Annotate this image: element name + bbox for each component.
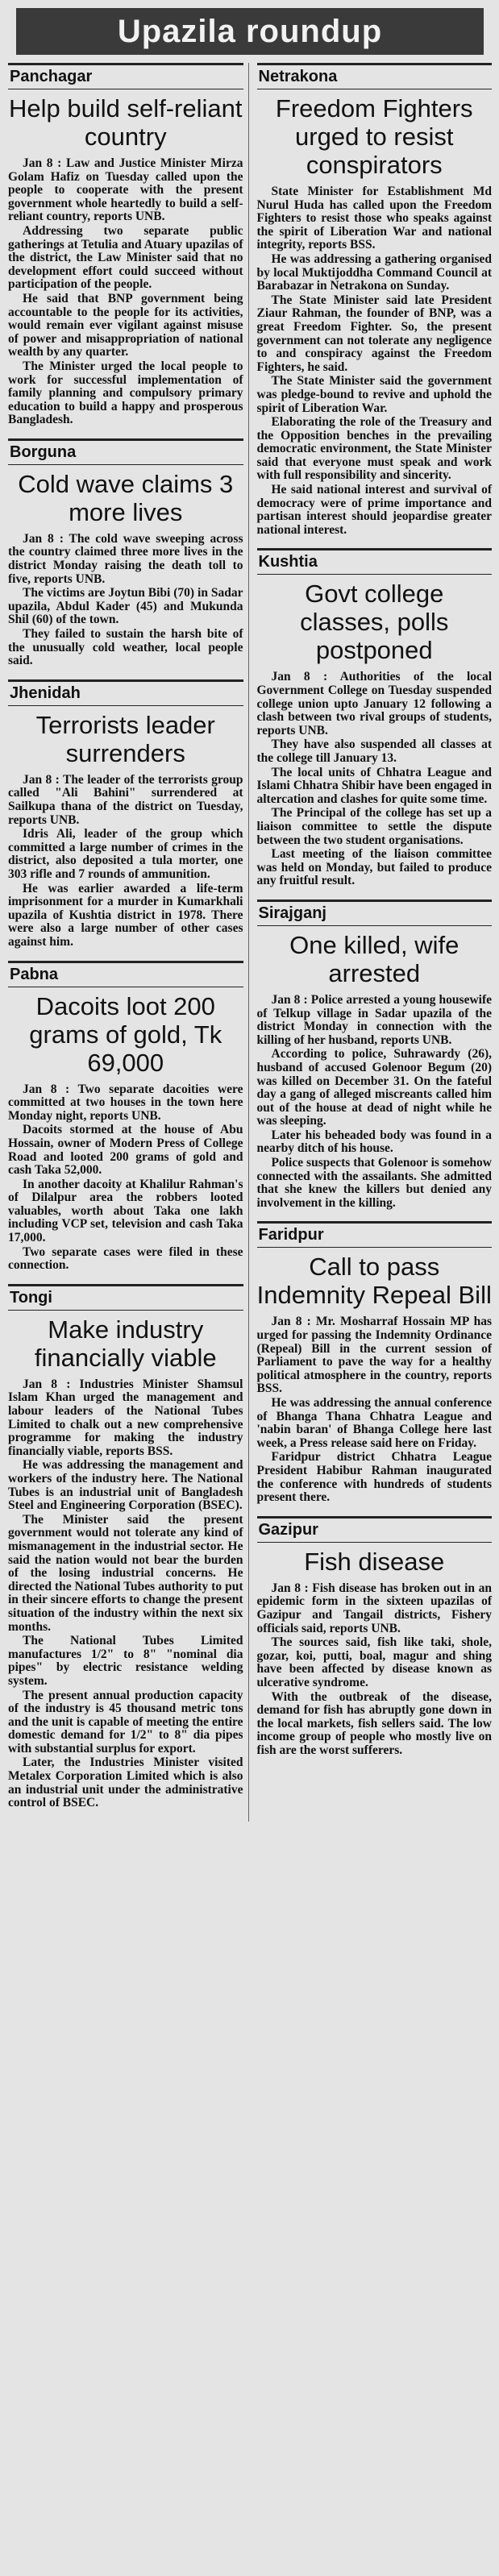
story-paragraph: The National Tubes Limited manufactures 1/2" to 8" "nominal dia pipes" by electric resistance welding system. <box>8 1634 243 1688</box>
story-paragraph: Addressing two separate public gatherings at Tetulia and Atuary upazilas of the district, the Law Minister said that no development effort could succeed without participation of the people. <box>8 223 243 292</box>
story-paragraph: He was addressing a gathering organised by local Muktijoddha Command Council at Barabazar in Netrakona on Sunday. <box>256 251 492 293</box>
story-paragraph: The Minister urged the local people to work for successful implementation of family planning and compulsory primary education to build a happy and prosperous Bangladesh. <box>8 359 243 427</box>
story-paragraph: In another dacoity at Khalilur Rahman's of Dilalpur area the robbers looted valuables, worth about Taka one lakh including VCP set, television and cash Taka 17,000. <box>8 1177 243 1245</box>
story-paragraph: Jan 8 : Law and Justice Minister Mirza Golam Hafiz on Tuesday called upon the people to cooperate with the present government whole heartedly to build a self-reliant country, reports UNB. <box>8 156 243 224</box>
story-headline: Help build self-reliant country <box>9 94 243 151</box>
story-paragraph: Later his beheaded body was found in a nearby ditch of his house. <box>256 1128 492 1156</box>
story-paragraph: Jan 8 : The leader of the terrorists group called "Ali Bahini" surrendered at Sailkupa thana of the district on Tuesday, reports UNB. <box>8 772 243 827</box>
news-story <box>8 1284 243 1810</box>
story-paragraph: Jan 8 : Police arrested a young housewife of Telkup village in Sadar upazila of the district Monday in connection with the killing of her husband, reports UNB. <box>256 992 492 1047</box>
story-paragraph: The present annual production capacity of the industry is 45 thousand metric tons and the unit is capable of meeting the entire domestic demand for 1/2" to 8" dia pipes with substantial surplus for export. <box>8 1688 243 1755</box>
story-paragraph: The victims are Joytun Bibi (70) in Sadar upazila, Abdul Kader (45) and Mukunda Shil (60) of the town. <box>8 586 243 627</box>
story-paragraph: Jan 8 : Mr. Mosharraf Hossain MP has urged for passing the Indemnity Ordinance (Repeal) Bill in the current session of Parliament to pave the way for a healthy political atmosphere in the country, reports BSS. <box>256 1315 492 1396</box>
story-paragraph: Two separate cases were filed in these connection. <box>8 1244 243 1273</box>
story-paragraph: He was addressing the management and workers of the industry here. The National Tubes is an industrial unit of Bangladesh Steel and Engineering Corporation (BSEC). <box>8 1458 243 1513</box>
story-paragraph: The Principal of the college has set up a liaison committee to settle the dispute between the two student organisations. <box>256 806 492 847</box>
story-paragraph: The sources said, fish like taki, shole, gozar, koi, putti, boal, magur and shing have been affected by disease known as ulcerative syndrome. <box>256 1635 492 1689</box>
story-dateline: Gazipur <box>257 1516 493 1543</box>
story-paragraph: Jan 8 : Fish disease has broken out in an epidemic form in the sixteen upazilas of Gazipur and Tangail districts, Fishery officials said, reports UNB. <box>256 1581 492 1635</box>
story-paragraph: Dacoits stormed at the house of Abu Hossain, owner of Modern Press of College Road and looted 200 grams of gold and cash Taka 52,000. <box>8 1123 243 1178</box>
story-dateline: Jhenidah <box>8 679 243 706</box>
news-story <box>257 1516 493 1758</box>
story-paragraph: According to police, Suhrawardy (26), husband of accused Golenoor Begum (20) was killed on December 31. On the fateful day a gang of alleged miscreants called him out of the house at dead of night while he was sleeping. <box>256 1047 492 1128</box>
story-headline: Fish disease <box>304 1547 445 1576</box>
story-paragraph: The local units of Chhatra League and Islami Chhatra Shibir have been engaged in altercation and clashes for quite some time. <box>256 765 492 806</box>
news-story <box>8 961 243 1273</box>
story-dateline: Netrakona <box>257 63 493 89</box>
news-story <box>8 63 243 427</box>
news-story <box>257 63 493 537</box>
story-paragraph: Jan 8 : Two separate dacoities were committed at two houses in the town here Monday night, reports UNB. <box>8 1082 243 1123</box>
news-story <box>257 1221 493 1504</box>
story-headline: Cold wave claims 3 more lives <box>18 469 234 526</box>
story-headline: Freedom Fighters urged to resist conspirators <box>275 94 473 179</box>
story-headline: Call to pass Indemnity Repeal Bill <box>256 1253 492 1310</box>
story-headline: Make industry financially viable <box>34 1315 217 1372</box>
story-headline: Govt college classes, polls postponed <box>300 580 449 665</box>
story-dateline: Sirajganj <box>257 900 493 926</box>
story-paragraph: Last meeting of the liaison committee was held on Monday, but failed to produce any fruitful result. <box>256 847 492 888</box>
story-paragraph: State Minister for Establishment Md Nurul Huda has called upon the Freedom Fighters to resist those who speaks against the spirit of Liberation War and national integrity, reports BSS. <box>256 185 492 252</box>
story-dateline: Faridpur <box>257 1221 493 1248</box>
news-story <box>8 438 243 668</box>
story-paragraph: Jan 8 : The cold wave sweeping across the country claimed three more lives in the district Monday raising the death toll to five, reports UNB. <box>8 531 243 586</box>
page-title: Upazila roundup <box>16 8 484 55</box>
story-paragraph: Jan 8 : Industries Minister Shamsul Islam Khan urged the management and labour leaders of the National Tubes Limited to chalk out a new comprehensive programme for making the industry financially viable, reports BSS. <box>8 1377 243 1458</box>
story-paragraph: Elaborating the role of the Treasury and the Opposition benches in the prevailing democratic environment, the State Minister said that everyone must speak and work with full responsibility and sincerity. <box>256 415 492 483</box>
story-dateline: Panchagar <box>8 63 243 89</box>
story-paragraph: They have also suspended all classes at the college till January 13. <box>256 737 492 765</box>
story-paragraph: Jan 8 : Authorities of the local Government College on Tuesday suspended college union upto January 12 following a clash between two rival groups of students, reports UNB. <box>256 670 492 737</box>
story-paragraph: Faridpur district Chhatra League President Habibur Rahman inaugurated the conference with hundreds of students present there. <box>256 1450 492 1505</box>
columns <box>8 63 492 1822</box>
story-paragraph: He was earlier awarded a life-term imprisonment for a murder in Kumarkhali upazila of Kushtia district in 1978. There were also a large number of other cases against him. <box>8 881 243 949</box>
story-paragraph: He said national interest and survival of democracy were of prime importance and partisan interest should jeopardise greater national interest. <box>256 483 492 537</box>
news-story <box>257 900 493 1211</box>
story-headline: One killed, wife arrested <box>289 930 459 987</box>
story-headline: Terrorists leader surrenders <box>35 710 215 767</box>
story-paragraph: Later, the Industries Minister visited Metalex Corporation Limited which is also an industrial unit under the administrative control of BSEC. <box>8 1755 243 1810</box>
story-paragraph: They failed to sustain the harsh bite of the unusually cold weather, local people said. <box>8 627 243 668</box>
story-dateline: Borguna <box>8 438 243 465</box>
news-story <box>257 548 493 888</box>
story-paragraph: He said that BNP government being accountable to the people for its activities, would remain ever vigilant against misuse of power and misappropriation of national wealth by any quarter. <box>8 291 243 359</box>
story-dateline: Tongi <box>8 1284 243 1311</box>
story-dateline: Pabna <box>8 961 243 987</box>
story-paragraph: Idris Ali, leader of the group which committed a large number of crimes in the district, also deposited a tula morter, one 303 rifle and 7 rounds of ammunition. <box>8 827 243 881</box>
story-headline: Dacoits loot 200 grams of gold, Tk 69,000 <box>29 991 222 1077</box>
left-column <box>8 63 249 1822</box>
news-story <box>8 679 243 949</box>
right-column <box>257 63 493 1822</box>
story-paragraph: With the outbreak of the disease, demand for fish has abruptly gone down in the local markets, fish sellers said. The low income group of people who mostly live on fish are the worst sufferers. <box>256 1689 492 1757</box>
story-dateline: Kushtia <box>257 548 493 575</box>
story-paragraph: The Minister said the present government would not tolerate any kind of mismanagement in the industrial sector. He said the nation would not bear the burden of the losing industrial concerns. He directed the National Tubes authority to put in their sincere efforts to change the present situation of the industry within the next six months. <box>8 1512 243 1634</box>
story-paragraph: The State Minister said late President Ziaur Rahman, the founder of BNP, was a great Freedom Fighter. So, the present government can not tolerate any negligence to and conspiracy against the Freedom Fighters, he said. <box>256 293 492 374</box>
story-paragraph: Police suspects that Golenoor is somehow connected with the assailants. She admitted that she knew the killers but denied any involvement in the killing. <box>256 1156 492 1210</box>
story-paragraph: He was addressing the annual conference of Bhanga Thana Chhatra League and 'nabin baran' of Bhanga College here last week, a Press release said here on Friday. <box>256 1396 492 1450</box>
story-paragraph: The State Minister said the government was pledge-bound to revive and uphold the spirit of Liberation War. <box>256 374 492 415</box>
